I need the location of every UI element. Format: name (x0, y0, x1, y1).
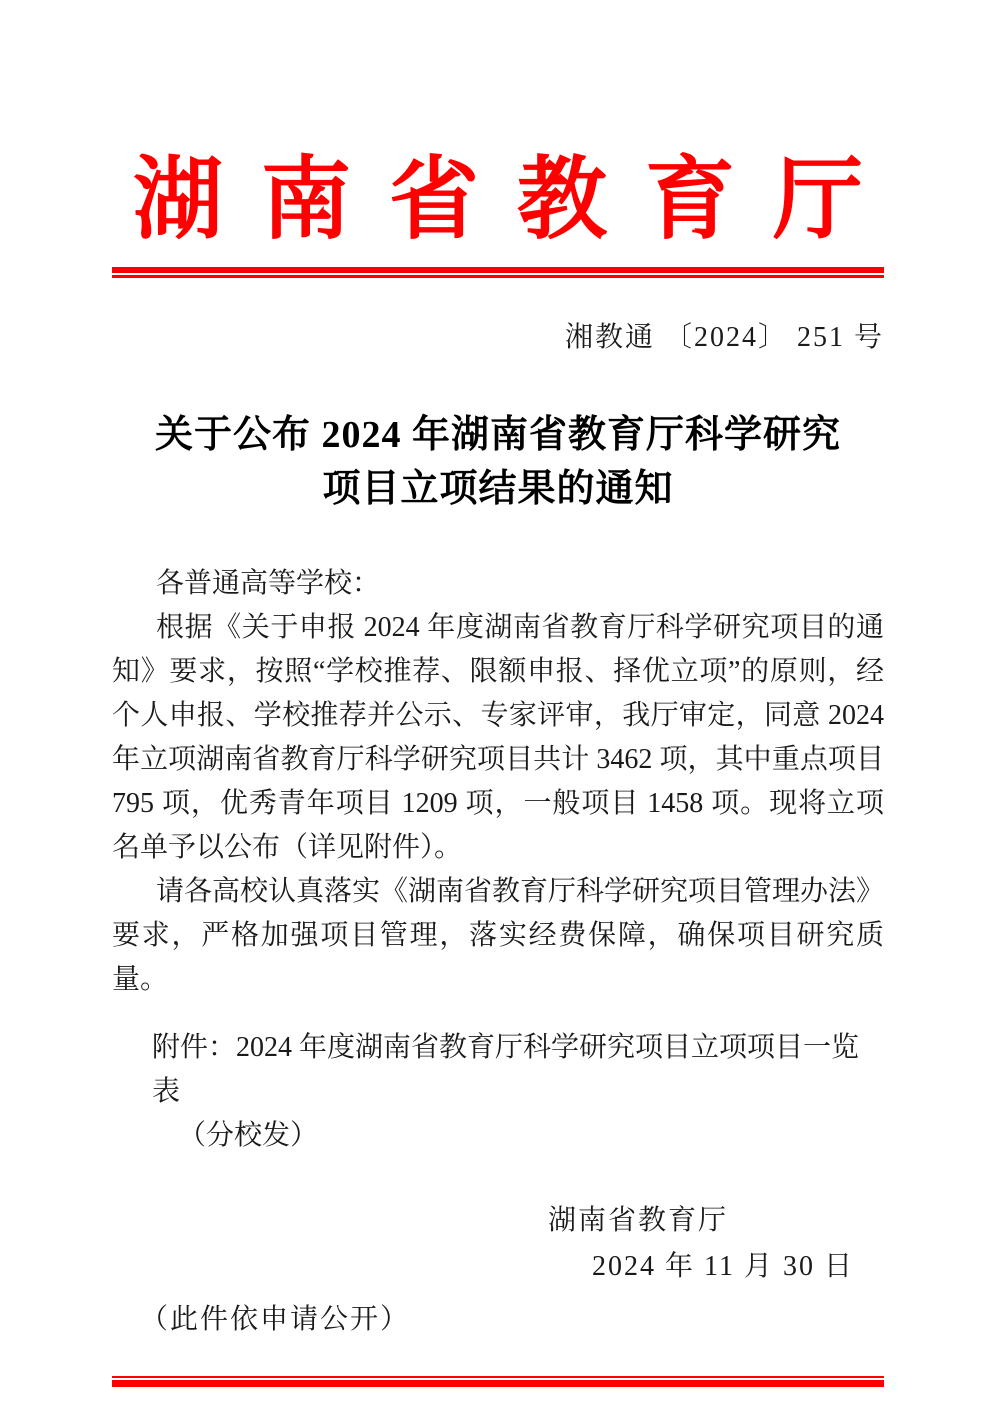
attachment-section (112, 1026, 884, 1158)
document-title (112, 408, 884, 516)
attachment-line (152, 1026, 884, 1114)
letterhead-divider-thin-line (112, 275, 884, 278)
letterhead-divider (112, 267, 884, 278)
disclosure-note: （此件依申请公开） (140, 1304, 411, 1335)
attachment-title: 2024 年度湖南省教育厅科学研究项目立项项目一览表 (152, 1032, 860, 1107)
document-body (0, 320, 996, 1342)
attachment-label: 附件： (152, 1032, 237, 1063)
signature-agency-name: 湖南省教育厅 (547, 1205, 728, 1236)
document-title-line-2: 项目立项结果的通知 (322, 468, 674, 510)
agency-letterhead: 湖南省教育厅 (133, 151, 901, 250)
main-text (112, 562, 884, 1002)
document-reference-number: 湘教通 〔2024〕 251 号 (564, 322, 884, 353)
signature-date: 2024 年 11 月 30 日 (592, 1251, 854, 1282)
salutation: 各普通高等学校： (156, 568, 381, 599)
footer-divider-thick-line (112, 1380, 884, 1387)
signature-block (112, 1198, 884, 1290)
body-paragraph-2: 请各高校认真落实《湖南省教育厅科学研究项目管理办法》要求，严格加强项目管理，落实经费保障，确保项目研究质量。 (112, 876, 885, 995)
attachment-distribution-note: （分校发） (178, 1120, 319, 1151)
body-paragraph-1: 根据《关于申报 2024 年度湖南省教育厅科学研究项目的通知》要求，按照“学校推荐、限额申报、择优立项”的原则，经个人申报、学校推荐并公示、专家评审，我厅审定，同意 2024 年立项湖南省教育厅科学研究项目共计 3462 项，其中重点项目 795 项，优秀青年项目 1209 项，一般项目 1458 项。现将立项名单予以公布（详见附件）。 (112, 612, 884, 863)
footer-divider (112, 1376, 884, 1387)
document-title-line-1: 关于公布 2024 年湖南省教育厅科学研究 (154, 414, 841, 456)
